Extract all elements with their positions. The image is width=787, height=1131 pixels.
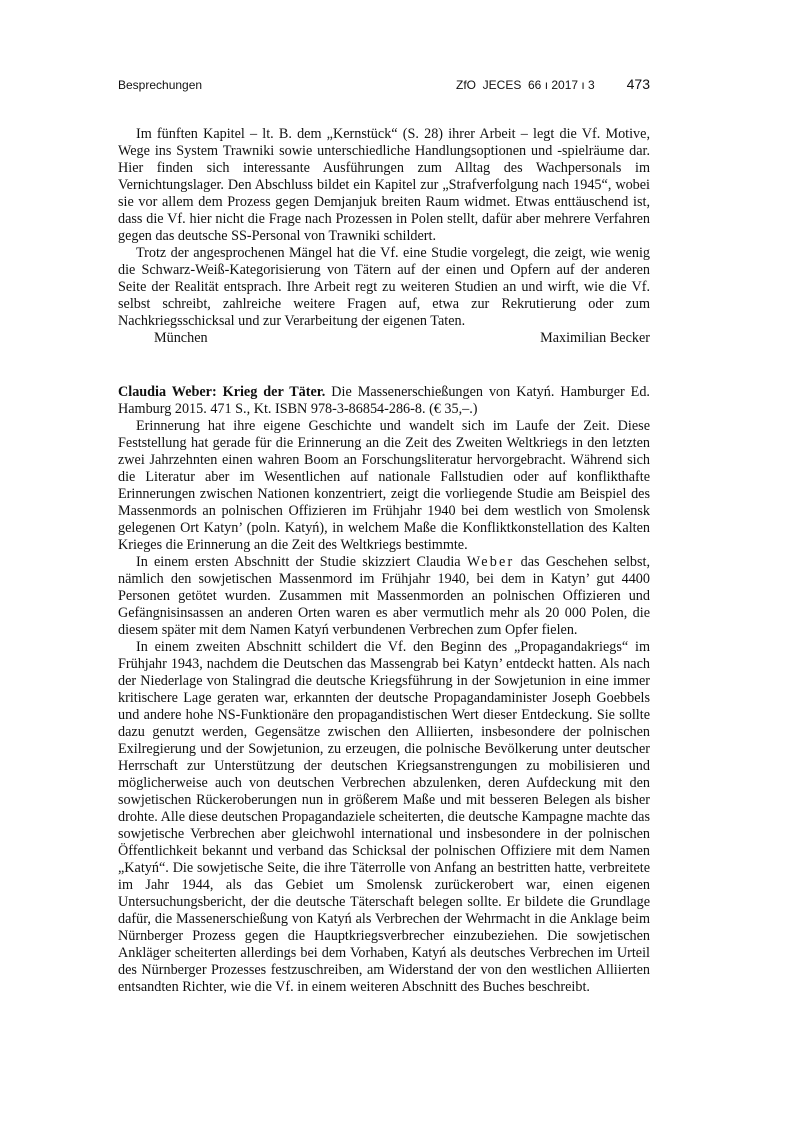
- review1-paragraph-1: Im fünften Kapitel – lt. B. dem „Kernstück“ (S. 28) ihrer Arbeit – legt die Vf. Motive, Wege ins System Trawniki sowie unterschiedliche Handlungsoptionen und -spielräume dar. Hier finden sich interessante Ausführungen zum Alltag des Wachpersonals im Vernichtungslager. Den Abschluss bildet ein Kapitel zur „Strafverfolgung nach 1945“, wobei sie vor allem dem Prozess gegen Demjanjuk breiten Raum widmet. Etwas enttäuschend ist, dass die Vf. hier nicht die Frage nach Prozessen in Polen stellt, dafür aber mehrere Verfahren gegen das deutsche SS-Personal von Trawniki schildert.: [118, 126, 650, 244]
- review2-p2-rest: das Geschehen selbst, nämlich den sowjetischen Massenmord im Frühjahr 1940, bei dem in Katyn’ gut 4400 Personen getötet wurden. Zusammen mit Massenmorden an polnischen Offizieren und Gefängnisinsassen an anderen Orten waren es aber vermutlich mehr als 20 000 Polen, die diesem später mit dem Namen Katyń verbundenen Verbrechen zum Opfer fielen.: [118, 554, 650, 638]
- review-weber: [118, 384, 650, 996]
- review-continuation: [118, 126, 650, 347]
- book-author-title: Claudia Weber: Krieg der Täter.: [118, 384, 326, 400]
- author-name-spaced: Weber: [466, 554, 515, 570]
- reviewer-city: München: [154, 330, 208, 346]
- review1-paragraph-2: Trotz der angesprochenen Mängel hat die Vf. eine Studie vorgelegt, die zeigt, wie wenig die Schwarz-Weiß-Kategorisierung von Tätern auf der einen und Opfern auf der anderen Seite der Realität entsprach. Ihre Arbeit regt zu weiteren Studien an und wirft, wie die Vf. selbst schreibt, zahlreiche weitere Fragen auf, etwa zur Rekrutierung oder zum Nachkriegsschicksal und zur Verarbeitung der eigenen Taten.: [118, 245, 650, 329]
- review2-paragraph-1: Erinnerung hat ihre eigene Geschichte und wandelt sich im Laufe der Zeit. Diese Feststellung hat gerade für die Erinnerung an die Zeit des Zweiten Weltkriegs in den letzten zwei Jahrzehnten einen wahren Boom an Forschungsliteratur hervorgebracht. Während sich die Literatur aber im Wesentlichen auf nationale Fallstudien oder auf konflikthafte Erinnerungen zwischen Nationen konzentriert, zeigt die vorliegende Studie am Beispiel des Massenmords an polnischen Offizieren im Frühjahr 1940 bei dem westlich von Smolensk gelegenen Ort Katyn’ (poln. Katyń), in welchem Maße die Konfliktkonstellation des Kalten Krieges die Erinnerung an die Zeit des Weltkriegs bestimmte.: [118, 418, 650, 553]
- reviewer-name: Maximilian Becker: [540, 330, 650, 346]
- review1-signature: [118, 330, 650, 347]
- section-title: Besprechungen: [118, 78, 203, 92]
- review2-paragraph-2: [118, 554, 650, 639]
- journal-citation: ZfO JECES 66 ı 2017 ı 3: [456, 78, 595, 92]
- book-bibliographic-details: Die Massenerschießungen von Katyń. Hamburger Ed. Hamburg 2015. 471 S., Kt. ISBN 978-3-86854-286-8. (€ 35,–.): [118, 384, 650, 417]
- review2-heading: [118, 384, 650, 418]
- review2-paragraph-3: In einem zweiten Abschnitt schildert die Vf. den Beginn des „Propagandakriegs“ im Frühjahr 1943, nachdem die Deutschen das Massengrab bei Katyn’ entdeckt hatten. Als nach der Niederlage von Stalingrad die deutsche Kriegsführung in der Sowjetunion in eine immer kritischere Lage geraten war, erkannten der deutsche Propagandaminister Joseph Goebbels und andere hohe NS-Funktionäre den propagandistischen Wert dieser Entdeckung. Sie sollte dazu genutzt werden, Gegensätze zwischen den Alliierten, insbesondere der polnischen Exilregierung und der Sowjetunion, zu erzeugen, die polnische Bevölkerung unter deutscher Herrschaft zur Unterstützung der deutschen Kriegsanstrengungen zu mobilisieren und möglicherweise auch von deutschen Verbrechen abzulenken, deren Aufdeckung mit den sowjetischen Rückeroberungen nun in größerem Maße und mit besseren Belegen als bisher drohte. Alle diese deutschen Propagandaziele scheiterten, die deutsche Kampagne machte das sowjetische Verbrechen aber gleichwohl international und insbesondere in der polnischen Öffentlichkeit bekannt und verband das Schicksal der polnischen Offiziere mit dem Namen „Katyń“. Die sowjetische Seite, die ihre Täterrolle von Anfang an bestritten hatte, verbreitete im Jahr 1944, als das Gebiet um Smolensk zurückerobert war, einen eigenen Untersuchungsbericht, der die deutsche Täterschaft belegen sollte. Er bildete die Grundlage dafür, die Massenerschießung von Katyń als Verbrechen der Wehrmacht in die Anklage beim Nürnberger Prozess gegen die Hauptkriegsverbrecher einzubeziehen. Die sowjetischen Ankläger scheiterten allerdings bei dem Vorhaben, Katyń als deutsches Verbrechen im Urteil des Nürnberger Prozesses festzuschreiben, am Widerstand der von den westlichen Alliierten entsandten Richter, wie die Vf. in einem weiteren Abschnitt des Buches beschreibt.: [118, 639, 650, 995]
- running-header: [118, 76, 650, 94]
- review2-p2-start: In einem ersten Abschnitt der Studie skizziert Claudia: [136, 554, 467, 570]
- page-number: 473: [626, 76, 650, 92]
